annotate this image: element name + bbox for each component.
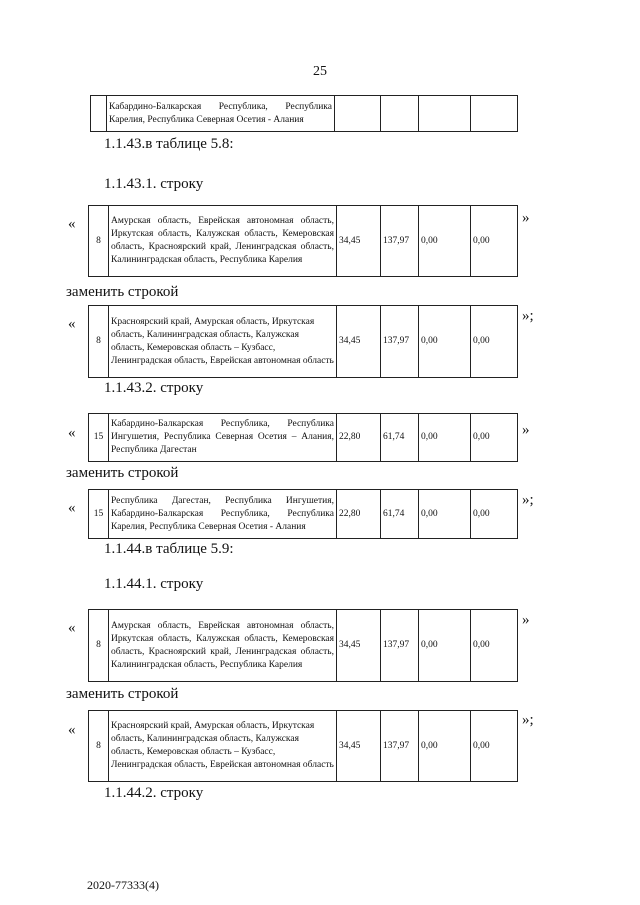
value-cell: 22,80	[337, 414, 381, 462]
value-cell: 34,45	[337, 711, 381, 782]
value-cell: 137,97	[381, 206, 419, 277]
item-heading: 1.1.44.2. строку	[104, 785, 204, 801]
value-cell	[471, 96, 518, 132]
value-cell: 137,97	[381, 610, 419, 682]
close-quote: »	[522, 422, 530, 438]
table-row	[88, 710, 518, 782]
value-cell: 0,00	[471, 490, 518, 539]
table-row	[88, 489, 518, 539]
open-quote: «	[68, 500, 76, 516]
blank-cell	[91, 96, 107, 132]
value-cell: 0,00	[471, 206, 518, 277]
close-quote: »;	[522, 712, 534, 728]
table-row	[88, 413, 518, 462]
regions-cell: Амурская область, Еврейская автономная область, Иркутская область, Калужская область, Кемеровская область, Красноярский край, Ленинградская область, Калининградская область, Республика Карелия	[109, 610, 337, 682]
regions-cell: Кабардино-Балкарская Республика, Республика Ингушетия, Республика Северная Осетия – Алания, Республика Дагестан	[109, 414, 337, 462]
replace-label: заменить строкой	[66, 465, 179, 481]
close-quote: »	[522, 210, 530, 226]
section-heading: 1.1.43.в таблице 5.8:	[104, 136, 234, 152]
table-row	[90, 95, 518, 132]
value-cell: 0,00	[471, 306, 518, 378]
value-cell: 0,00	[419, 610, 471, 682]
regions-cell: Кабардино-Балкарская Республика, Республика Карелия, Республика Северная Осетия - Алания	[107, 96, 335, 132]
close-quote: »;	[522, 308, 534, 324]
value-cell: 34,45	[337, 306, 381, 378]
close-quote: »;	[522, 492, 534, 508]
row-number-cell: 15	[89, 414, 109, 462]
open-quote: «	[68, 216, 76, 232]
row-number-cell: 15	[89, 490, 109, 539]
replace-label: заменить строкой	[66, 686, 179, 702]
row-number-cell: 8	[89, 306, 109, 378]
value-cell: 0,00	[471, 610, 518, 682]
value-cell: 34,45	[337, 610, 381, 682]
open-quote: «	[68, 425, 76, 441]
value-cell: 137,97	[381, 711, 419, 782]
value-cell: 61,74	[381, 414, 419, 462]
open-quote: «	[68, 620, 76, 636]
value-cell: 0,00	[471, 711, 518, 782]
item-heading: 1.1.43.1. строку	[104, 176, 204, 192]
regions-cell: Амурская область, Еврейская автономная область, Иркутская область, Калужская область, Кемеровская область, Красноярский край, Ленинградская область, Калининградская область, Республика Карелия	[109, 206, 337, 277]
value-cell: 0,00	[471, 414, 518, 462]
table-row	[88, 205, 518, 277]
row-number-cell: 8	[89, 711, 109, 782]
open-quote: «	[68, 722, 76, 738]
value-cell: 0,00	[419, 306, 471, 378]
value-cell: 137,97	[381, 306, 419, 378]
table-row	[88, 305, 518, 378]
table-row	[88, 609, 518, 682]
document-code: 2020-77333(4)	[87, 878, 159, 892]
value-cell	[419, 96, 471, 132]
page-number: 25	[313, 64, 327, 79]
value-cell	[335, 96, 381, 132]
open-quote: «	[68, 316, 76, 332]
value-cell	[381, 96, 419, 132]
value-cell: 0,00	[419, 206, 471, 277]
item-heading: 1.1.43.2. строку	[104, 380, 204, 396]
value-cell: 22,80	[337, 490, 381, 539]
section-heading: 1.1.44.в таблице 5.9:	[104, 541, 234, 557]
value-cell: 61,74	[381, 490, 419, 539]
value-cell: 0,00	[419, 490, 471, 539]
regions-cell: Республика Дагестан, Республика Ингушетия, Кабардино-Балкарская Республика, Республика Карелия, Республика Северная Осетия - Алания	[109, 490, 337, 539]
value-cell: 0,00	[419, 711, 471, 782]
replace-label: заменить строкой	[66, 284, 179, 300]
row-number-cell: 8	[89, 610, 109, 682]
value-cell: 0,00	[419, 414, 471, 462]
row-number-cell: 8	[89, 206, 109, 277]
regions-cell: Красноярский край, Амурская область, Иркутская область, Калининградская область, Калужская область, Кемеровская область – Кузбасс, Ленинградская область, Еврейская автономная область	[109, 306, 337, 378]
regions-cell: Красноярский край, Амурская область, Иркутская область, Калининградская область, Калужская область, Кемеровская область – Кузбасс, Ленинградская область, Еврейская автономная область	[109, 711, 337, 782]
item-heading: 1.1.44.1. строку	[104, 576, 204, 592]
close-quote: »	[522, 612, 530, 628]
value-cell: 34,45	[337, 206, 381, 277]
